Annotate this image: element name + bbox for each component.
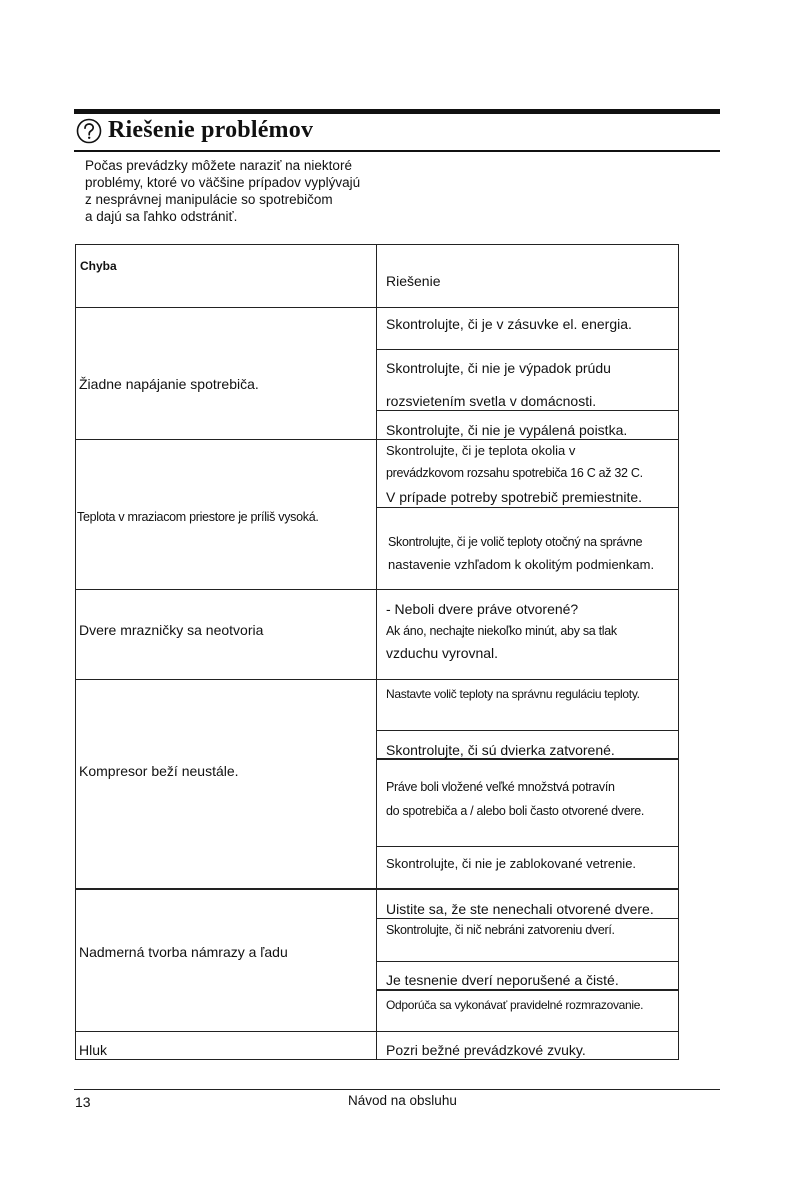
solution-text: Skontrolujte, či nie je zablokované vetrenie. bbox=[386, 856, 637, 871]
page-title: Riešenie problémov bbox=[108, 117, 314, 143]
solution-text: Skontrolujte, či je teplota okolia v bbox=[386, 443, 576, 458]
solution-text: nastavenie vzhľadom k okolitým podmienkam. bbox=[388, 557, 655, 572]
row-divider bbox=[75, 888, 679, 890]
solution-text: Skontrolujte, či je v zásuvke el. energia. bbox=[386, 316, 632, 332]
sub-divider bbox=[376, 410, 679, 411]
solution-text: Je tesnenie dverí neporušené a čisté. bbox=[386, 972, 619, 988]
fault-text: Hluk bbox=[79, 1042, 108, 1058]
solution-text: Skontrolujte, či nie je výpadok prúdu bbox=[386, 360, 611, 376]
solution-text: Skontrolujte, či nič nebráni zatvoreniu dverí. bbox=[386, 923, 615, 937]
sub-divider bbox=[376, 758, 679, 760]
solution-text: do spotrebiča a / alebo boli často otvorené dvere. bbox=[386, 804, 645, 818]
sub-divider bbox=[376, 989, 679, 991]
solution-text: Nastavte volič teploty na správnu reguláciu teploty. bbox=[386, 687, 640, 701]
fault-text: Dvere mrazničky sa neotvoria bbox=[79, 622, 264, 638]
column-divider bbox=[376, 244, 377, 1060]
intro-line: a dajú sa ľahko odstrániť. bbox=[85, 209, 238, 224]
solution-text: Odporúča sa vykonávať pravidelné rozmrazovanie. bbox=[386, 998, 644, 1012]
solution-text: Práve boli vložené veľké množstvá potravín bbox=[386, 780, 615, 794]
solution-text: Skontrolujte, či nie je vypálená poistka. bbox=[386, 422, 628, 438]
intro-line: problémy, ktoré vo väčšine prípadov vyplývajú bbox=[85, 175, 361, 190]
sub-divider bbox=[376, 918, 679, 919]
solution-text: - Neboli dvere práve otvorené? bbox=[386, 601, 579, 617]
row-divider bbox=[75, 1031, 679, 1032]
solution-text: Ak áno, nechajte niekoľko minút, aby sa tlak bbox=[386, 624, 617, 638]
solution-text: Uistite sa, že ste nenechali otvorené dvere. bbox=[386, 901, 654, 917]
row-divider bbox=[75, 439, 679, 440]
header-solution: Riešenie bbox=[386, 273, 441, 289]
solution-text: V prípade potreby spotrebič premiestnite. bbox=[386, 489, 643, 505]
page-number: 13 bbox=[75, 1094, 91, 1110]
solution-text: rozsvietením svetla v domácnosti. bbox=[386, 393, 597, 409]
row-divider bbox=[75, 307, 679, 308]
fault-text: Kompresor beží neustále. bbox=[79, 763, 239, 779]
footer-rule bbox=[74, 1089, 720, 1090]
solution-text: vzduchu vyrovnal. bbox=[386, 645, 499, 661]
sub-divider bbox=[376, 349, 679, 350]
fault-text: Nadmerná tvorba námrazy a ľadu bbox=[79, 944, 288, 960]
solution-text: Skontrolujte, či je volič teploty otočný na správne bbox=[388, 535, 643, 549]
solution-text: Skontrolujte, či sú dvierka zatvorené. bbox=[386, 742, 615, 758]
solution-text: prevádzkovom rozsahu spotrebiča 16 C až 32 C. bbox=[386, 466, 643, 480]
fault-text: Teplota v mraziacom priestore je príliš vysoká. bbox=[77, 510, 319, 524]
manual-title: Návod na obsluhu bbox=[348, 1093, 457, 1108]
row-divider bbox=[75, 589, 679, 590]
header-fault: Chyba bbox=[80, 259, 117, 273]
intro-line: z nesprávnej manipulácie so spotrebičom bbox=[85, 192, 333, 207]
sub-divider bbox=[376, 730, 679, 731]
solution-text: Pozri bežné prevádzkové zvuky. bbox=[386, 1042, 586, 1058]
fault-text: Žiadne napájanie spotrebiča. bbox=[79, 376, 259, 392]
sub-divider bbox=[376, 961, 679, 962]
intro-line: Počas prevádzky môžete naraziť na niektoré bbox=[85, 158, 352, 173]
row-divider bbox=[75, 679, 679, 680]
sub-divider bbox=[376, 507, 679, 508]
sub-divider bbox=[376, 846, 679, 847]
